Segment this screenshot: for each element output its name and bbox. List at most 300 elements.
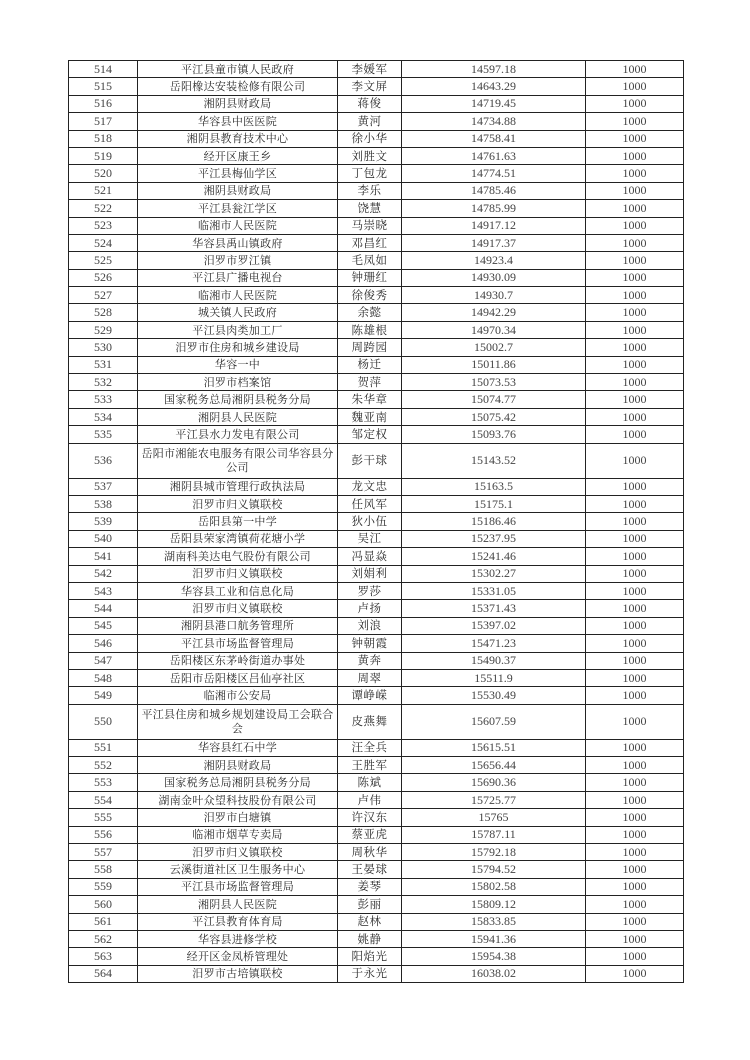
- row-number: 546: [69, 635, 138, 652]
- row-number: 550: [69, 704, 138, 739]
- row-number: 531: [69, 356, 138, 373]
- award-cell: 1000: [586, 408, 684, 425]
- unit-cell: 城关镇人民政府: [138, 304, 338, 321]
- name-cell: 丁包龙: [338, 165, 402, 182]
- table-row: [69, 478, 684, 495]
- table-row: [69, 878, 684, 895]
- name-cell: 赵林: [338, 913, 402, 930]
- unit-cell: 华容县中医医院: [138, 113, 338, 130]
- award-cell: 1000: [586, 774, 684, 791]
- unit-cell: 湖南科美达电气股份有限公司: [138, 548, 338, 565]
- unit-cell: 平江县住房和城乡规划建设局工会联合会: [138, 704, 338, 739]
- name-cell: 阳焰光: [338, 948, 402, 965]
- amount-cell: 15302.27: [402, 565, 586, 582]
- amount-cell: 15002.7: [402, 339, 586, 356]
- table-row: [69, 965, 684, 982]
- name-cell: 姜琴: [338, 878, 402, 895]
- amount-cell: 14785.99: [402, 200, 586, 217]
- table-row: [69, 548, 684, 565]
- amount-cell: 15073.53: [402, 374, 586, 391]
- table-row: [69, 339, 684, 356]
- unit-cell: 平江县市场监督管理局: [138, 635, 338, 652]
- name-cell: 陈斌: [338, 774, 402, 791]
- amount-cell: 15011.86: [402, 356, 586, 373]
- name-cell: 汪全兵: [338, 739, 402, 756]
- unit-cell: 临湘市人民医院: [138, 287, 338, 304]
- table-row: [69, 896, 684, 913]
- row-number: 533: [69, 391, 138, 408]
- table-row: [69, 861, 684, 878]
- table-row: [69, 565, 684, 582]
- amount-cell: 15093.76: [402, 426, 586, 443]
- name-cell: 彭干球: [338, 443, 402, 478]
- row-number: 515: [69, 78, 138, 95]
- table-row: [69, 757, 684, 774]
- unit-cell: 湘阴县财政局: [138, 95, 338, 112]
- unit-cell: 汨罗市归义镇联校: [138, 565, 338, 582]
- unit-cell: 平江县童市镇人民政府: [138, 61, 338, 78]
- row-number: 532: [69, 374, 138, 391]
- name-cell: 黄河: [338, 113, 402, 130]
- amount-cell: 15075.42: [402, 408, 586, 425]
- table-row: [69, 669, 684, 686]
- unit-cell: 华容县红石中学: [138, 739, 338, 756]
- unit-cell: 汨罗市档案馆: [138, 374, 338, 391]
- row-number: 516: [69, 95, 138, 112]
- row-number: 527: [69, 287, 138, 304]
- row-number: 544: [69, 600, 138, 617]
- name-cell: 魏亚南: [338, 408, 402, 425]
- name-cell: 李乐: [338, 182, 402, 199]
- award-cell: 1000: [586, 391, 684, 408]
- award-cell: 1000: [586, 600, 684, 617]
- name-cell: 周跨园: [338, 339, 402, 356]
- award-cell: 1000: [586, 791, 684, 808]
- unit-cell: 汨罗市归义镇联校: [138, 495, 338, 512]
- name-cell: 冯显焱: [338, 548, 402, 565]
- unit-cell: 岳阳市岳阳楼区吕仙亭社区: [138, 669, 338, 686]
- amount-cell: 15787.11: [402, 826, 586, 843]
- award-cell: 1000: [586, 287, 684, 304]
- award-cell: 1000: [586, 147, 684, 164]
- table-row: [69, 130, 684, 147]
- unit-cell: 湖南金叶众望科技股份有限公司: [138, 791, 338, 808]
- award-cell: 1000: [586, 130, 684, 147]
- unit-cell: 平江县瓮江学区: [138, 200, 338, 217]
- unit-cell: 岳阳县第一中学: [138, 513, 338, 530]
- table-row: [69, 948, 684, 965]
- table-row: [69, 791, 684, 808]
- table-row: [69, 408, 684, 425]
- amount-cell: 15371.43: [402, 600, 586, 617]
- row-number: 540: [69, 530, 138, 547]
- unit-cell: 湘阴县人民医院: [138, 408, 338, 425]
- table-row: [69, 809, 684, 826]
- row-number: 519: [69, 147, 138, 164]
- unit-cell: 湘阴县港口航务管理所: [138, 617, 338, 634]
- name-cell: 李文屏: [338, 78, 402, 95]
- table-row: [69, 774, 684, 791]
- row-number: 548: [69, 669, 138, 686]
- unit-cell: 汨罗市罗江镇: [138, 252, 338, 269]
- row-number: 525: [69, 252, 138, 269]
- row-number: 562: [69, 930, 138, 947]
- award-cell: 1000: [586, 809, 684, 826]
- award-cell: 1000: [586, 165, 684, 182]
- unit-cell: 汨罗市白塘镇: [138, 809, 338, 826]
- award-cell: 1000: [586, 687, 684, 704]
- award-cell: 1000: [586, 704, 684, 739]
- award-cell: 1000: [586, 234, 684, 251]
- award-cell: 1000: [586, 252, 684, 269]
- amount-cell: 15954.38: [402, 948, 586, 965]
- table-row: [69, 356, 684, 373]
- name-cell: 李媛军: [338, 61, 402, 78]
- name-cell: 卢扬: [338, 600, 402, 617]
- amount-cell: 15511.9: [402, 669, 586, 686]
- award-cell: 1000: [586, 356, 684, 373]
- amount-cell: 15792.18: [402, 844, 586, 861]
- name-cell: 徐俊秀: [338, 287, 402, 304]
- unit-cell: 经开区金凤桥管理处: [138, 948, 338, 965]
- award-cell: 1000: [586, 113, 684, 130]
- unit-cell: 湘阴县城市管理行政执法局: [138, 478, 338, 495]
- row-number: 530: [69, 339, 138, 356]
- amount-cell: 14917.12: [402, 217, 586, 234]
- table-row: [69, 582, 684, 599]
- amount-cell: 14761.63: [402, 147, 586, 164]
- table-body: [69, 61, 684, 983]
- amount-cell: 16038.02: [402, 965, 586, 982]
- amount-cell: 14917.37: [402, 234, 586, 251]
- unit-cell: 平江县梅仙学区: [138, 165, 338, 182]
- row-number: 556: [69, 826, 138, 843]
- table-row: [69, 269, 684, 286]
- amount-cell: 15331.05: [402, 582, 586, 599]
- name-cell: 刘胜文: [338, 147, 402, 164]
- award-table: [68, 60, 684, 983]
- unit-cell: 临湘市公安局: [138, 687, 338, 704]
- table-row: [69, 61, 684, 78]
- row-number: 563: [69, 948, 138, 965]
- table-row: [69, 391, 684, 408]
- award-cell: 1000: [586, 95, 684, 112]
- amount-cell: 14719.45: [402, 95, 586, 112]
- row-number: 561: [69, 913, 138, 930]
- table-row: [69, 113, 684, 130]
- unit-cell: 华容县禹山镇政府: [138, 234, 338, 251]
- name-cell: 罗莎: [338, 582, 402, 599]
- table-row: [69, 443, 684, 478]
- unit-cell: 汨罗市古培镇联校: [138, 965, 338, 982]
- award-cell: 1000: [586, 426, 684, 443]
- award-cell: 1000: [586, 930, 684, 947]
- award-cell: 1000: [586, 948, 684, 965]
- row-number: 553: [69, 774, 138, 791]
- amount-cell: 15656.44: [402, 757, 586, 774]
- award-cell: 1000: [586, 565, 684, 582]
- name-cell: 邹定权: [338, 426, 402, 443]
- row-number: 551: [69, 739, 138, 756]
- amount-cell: 15175.1: [402, 495, 586, 512]
- row-number: 559: [69, 878, 138, 895]
- row-number: 541: [69, 548, 138, 565]
- name-cell: 钟珊红: [338, 269, 402, 286]
- amount-cell: 15765: [402, 809, 586, 826]
- amount-cell: 15809.12: [402, 896, 586, 913]
- amount-cell: 15237.95: [402, 530, 586, 547]
- award-cell: 1000: [586, 878, 684, 895]
- row-number: 545: [69, 617, 138, 634]
- amount-cell: 14758.41: [402, 130, 586, 147]
- row-number: 523: [69, 217, 138, 234]
- name-cell: 彭丽: [338, 896, 402, 913]
- award-cell: 1000: [586, 652, 684, 669]
- name-cell: 陈雄根: [338, 321, 402, 338]
- unit-cell: 临湘市人民医院: [138, 217, 338, 234]
- name-cell: 周秋华: [338, 844, 402, 861]
- document-page: [68, 60, 683, 983]
- name-cell: 狄小伍: [338, 513, 402, 530]
- table-row: [69, 704, 684, 739]
- unit-cell: 华容一中: [138, 356, 338, 373]
- unit-cell: 汨罗市归义镇联校: [138, 600, 338, 617]
- row-number: 564: [69, 965, 138, 982]
- unit-cell: 平江县水力发电有限公司: [138, 426, 338, 443]
- unit-cell: 云溪街道社区卫生服务中心: [138, 861, 338, 878]
- row-number: 529: [69, 321, 138, 338]
- award-cell: 1000: [586, 896, 684, 913]
- award-cell: 1000: [586, 965, 684, 982]
- name-cell: 王胜军: [338, 757, 402, 774]
- unit-cell: 湘阴县人民医院: [138, 896, 338, 913]
- name-cell: 姚静: [338, 930, 402, 947]
- unit-cell: 平江县教育体育局: [138, 913, 338, 930]
- row-number: 554: [69, 791, 138, 808]
- award-cell: 1000: [586, 826, 684, 843]
- award-cell: 1000: [586, 269, 684, 286]
- row-number: 539: [69, 513, 138, 530]
- amount-cell: 14942.29: [402, 304, 586, 321]
- amount-cell: 15163.5: [402, 478, 586, 495]
- table-row: [69, 165, 684, 182]
- amount-cell: 15941.36: [402, 930, 586, 947]
- name-cell: 蒋俊: [338, 95, 402, 112]
- amount-cell: 15143.52: [402, 443, 586, 478]
- row-number: 560: [69, 896, 138, 913]
- table-row: [69, 617, 684, 634]
- amount-cell: 14923.4: [402, 252, 586, 269]
- unit-cell: 国家税务总局湘阴县税务分局: [138, 391, 338, 408]
- row-number: 517: [69, 113, 138, 130]
- unit-cell: 平江县广播电视台: [138, 269, 338, 286]
- table-row: [69, 374, 684, 391]
- table-row: [69, 826, 684, 843]
- name-cell: 杨迁: [338, 356, 402, 373]
- table-row: [69, 635, 684, 652]
- amount-cell: 15530.49: [402, 687, 586, 704]
- amount-cell: 14643.29: [402, 78, 586, 95]
- amount-cell: 14930.7: [402, 287, 586, 304]
- unit-cell: 平江县肉类加工厂: [138, 321, 338, 338]
- amount-cell: 15490.37: [402, 652, 586, 669]
- amount-cell: 14734.88: [402, 113, 586, 130]
- unit-cell: 岳阳橡达安装检修有限公司: [138, 78, 338, 95]
- name-cell: 黄奔: [338, 652, 402, 669]
- row-number: 526: [69, 269, 138, 286]
- row-number: 518: [69, 130, 138, 147]
- award-cell: 1000: [586, 495, 684, 512]
- unit-cell: 湘阴县财政局: [138, 182, 338, 199]
- name-cell: 任风军: [338, 495, 402, 512]
- unit-cell: 临湘市烟草专卖局: [138, 826, 338, 843]
- name-cell: 龙文忠: [338, 478, 402, 495]
- name-cell: 徐小华: [338, 130, 402, 147]
- table-row: [69, 913, 684, 930]
- amount-cell: 15397.02: [402, 617, 586, 634]
- unit-cell: 岳阳县荣家湾镇荷花塘小学: [138, 530, 338, 547]
- amount-cell: 15794.52: [402, 861, 586, 878]
- unit-cell: 湘阴县财政局: [138, 757, 338, 774]
- award-cell: 1000: [586, 530, 684, 547]
- amount-cell: 15690.36: [402, 774, 586, 791]
- table-row: [69, 530, 684, 547]
- row-number: 514: [69, 61, 138, 78]
- award-cell: 1000: [586, 200, 684, 217]
- amount-cell: 15833.85: [402, 913, 586, 930]
- table-row: [69, 147, 684, 164]
- name-cell: 周翠: [338, 669, 402, 686]
- row-number: 543: [69, 582, 138, 599]
- unit-cell: 岳阳楼区东茅岭街道办事处: [138, 652, 338, 669]
- table-row: [69, 844, 684, 861]
- amount-cell: 14970.34: [402, 321, 586, 338]
- row-number: 547: [69, 652, 138, 669]
- table-row: [69, 321, 684, 338]
- award-cell: 1000: [586, 757, 684, 774]
- amount-cell: 15241.46: [402, 548, 586, 565]
- name-cell: 贺萍: [338, 374, 402, 391]
- row-number: 542: [69, 565, 138, 582]
- amount-cell: 15186.46: [402, 513, 586, 530]
- name-cell: 王晏球: [338, 861, 402, 878]
- row-number: 520: [69, 165, 138, 182]
- award-cell: 1000: [586, 321, 684, 338]
- row-number: 522: [69, 200, 138, 217]
- name-cell: 吴江: [338, 530, 402, 547]
- unit-cell: 华容县进修学校: [138, 930, 338, 947]
- unit-cell: 平江县市场监督管理局: [138, 878, 338, 895]
- amount-cell: 15725.77: [402, 791, 586, 808]
- unit-cell: 岳阳市湘能农电服务有限公司华容县分公司: [138, 443, 338, 478]
- row-number: 535: [69, 426, 138, 443]
- name-cell: 许汉东: [338, 809, 402, 826]
- unit-cell: 汨罗市归义镇联校: [138, 844, 338, 861]
- name-cell: 钟朝霞: [338, 635, 402, 652]
- name-cell: 皮燕舞: [338, 704, 402, 739]
- table-row: [69, 217, 684, 234]
- award-cell: 1000: [586, 739, 684, 756]
- name-cell: 于永光: [338, 965, 402, 982]
- table-row: [69, 513, 684, 530]
- row-number: 537: [69, 478, 138, 495]
- award-cell: 1000: [586, 78, 684, 95]
- table-row: [69, 687, 684, 704]
- unit-cell: 国家税务总局湘阴县税务分局: [138, 774, 338, 791]
- award-cell: 1000: [586, 669, 684, 686]
- award-cell: 1000: [586, 443, 684, 478]
- row-number: 549: [69, 687, 138, 704]
- name-cell: 饶慧: [338, 200, 402, 217]
- award-cell: 1000: [586, 913, 684, 930]
- award-cell: 1000: [586, 182, 684, 199]
- amount-cell: 15471.23: [402, 635, 586, 652]
- table-row: [69, 426, 684, 443]
- table-row: [69, 252, 684, 269]
- table-row: [69, 182, 684, 199]
- row-number: 552: [69, 757, 138, 774]
- table-row: [69, 652, 684, 669]
- award-cell: 1000: [586, 217, 684, 234]
- name-cell: 毛凤如: [338, 252, 402, 269]
- table-row: [69, 200, 684, 217]
- table-row: [69, 234, 684, 251]
- award-cell: 1000: [586, 582, 684, 599]
- amount-cell: 15615.51: [402, 739, 586, 756]
- table-row: [69, 930, 684, 947]
- table-row: [69, 739, 684, 756]
- unit-cell: 经开区康王乡: [138, 147, 338, 164]
- table-row: [69, 600, 684, 617]
- amount-cell: 14785.46: [402, 182, 586, 199]
- row-number: 538: [69, 495, 138, 512]
- amount-cell: 14930.09: [402, 269, 586, 286]
- name-cell: 朱华章: [338, 391, 402, 408]
- amount-cell: 15802.58: [402, 878, 586, 895]
- row-number: 558: [69, 861, 138, 878]
- table-row: [69, 495, 684, 512]
- row-number: 536: [69, 443, 138, 478]
- award-cell: 1000: [586, 339, 684, 356]
- row-number: 521: [69, 182, 138, 199]
- row-number: 557: [69, 844, 138, 861]
- row-number: 528: [69, 304, 138, 321]
- award-cell: 1000: [586, 374, 684, 391]
- name-cell: 余懿: [338, 304, 402, 321]
- award-cell: 1000: [586, 478, 684, 495]
- award-cell: 1000: [586, 861, 684, 878]
- table-row: [69, 304, 684, 321]
- award-cell: 1000: [586, 548, 684, 565]
- name-cell: 谭峥嵘: [338, 687, 402, 704]
- unit-cell: 汨罗市住房和城乡建设局: [138, 339, 338, 356]
- table-row: [69, 78, 684, 95]
- unit-cell: 湘阴县教育技术中心: [138, 130, 338, 147]
- award-cell: 1000: [586, 617, 684, 634]
- name-cell: 马崇晓: [338, 217, 402, 234]
- name-cell: 卢伟: [338, 791, 402, 808]
- row-number: 524: [69, 234, 138, 251]
- award-cell: 1000: [586, 635, 684, 652]
- unit-cell: 华容县工业和信息化局: [138, 582, 338, 599]
- table-row: [69, 287, 684, 304]
- award-cell: 1000: [586, 513, 684, 530]
- row-number: 555: [69, 809, 138, 826]
- name-cell: 刘娟利: [338, 565, 402, 582]
- amount-cell: 14597.18: [402, 61, 586, 78]
- name-cell: 蔡亚虎: [338, 826, 402, 843]
- amount-cell: 14774.51: [402, 165, 586, 182]
